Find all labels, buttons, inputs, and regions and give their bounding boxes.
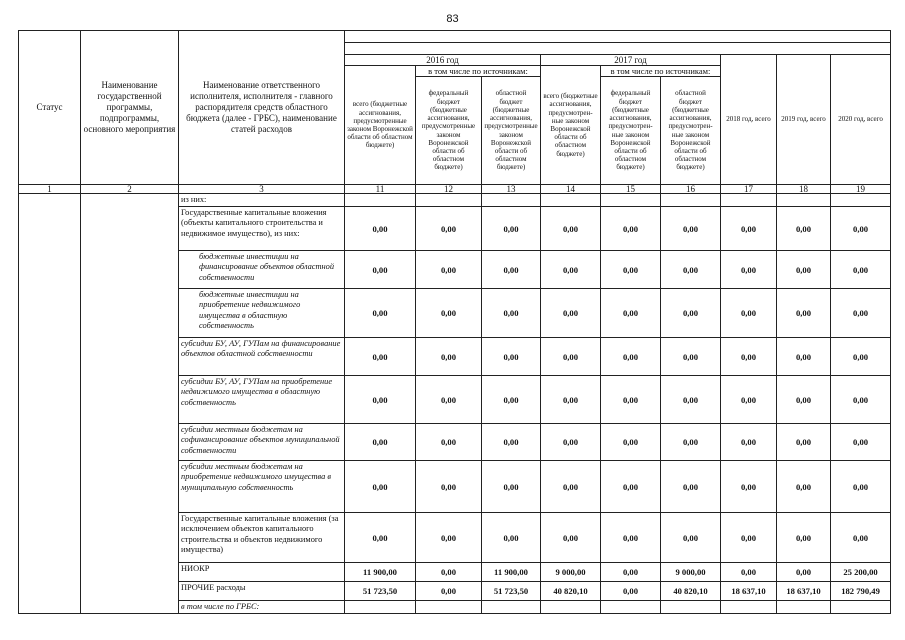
row-label: Государственные капитальные вложения (объекты капитального строительства и недвижимое имущество), из них: — [179, 207, 345, 251]
value-cell: 0,00 — [345, 338, 416, 376]
value-cell: 0,00 — [661, 376, 721, 424]
header-2020: 2020 год, всего — [831, 55, 891, 185]
header-2018: 2018 год, всего — [721, 55, 777, 185]
value-cell: 0,00 — [482, 207, 541, 251]
value-cell: 0,00 — [416, 251, 482, 289]
row-label: НИОКР — [179, 563, 345, 582]
value-cell: 0,00 — [661, 338, 721, 376]
value-cell: 0,00 — [482, 424, 541, 461]
value-cell — [831, 194, 891, 207]
value-cell: 0,00 — [601, 251, 661, 289]
value-cell: 11 900,00 — [345, 563, 416, 582]
value-cell: 51 723,50 — [482, 582, 541, 601]
table-row — [19, 194, 891, 207]
value-cell: 0,00 — [831, 376, 891, 424]
value-cell: 0,00 — [777, 513, 831, 563]
value-cell: 18 637,10 — [721, 582, 777, 601]
value-cell: 0,00 — [541, 424, 601, 461]
value-cell: 0,00 — [721, 563, 777, 582]
value-cell: 0,00 — [831, 424, 891, 461]
header-regional-2016: областной бюджет (бюджетные ассигнования, предусмотренные законом Воронежской области об областном бюджете) — [482, 77, 541, 185]
value-cell: 0,00 — [416, 582, 482, 601]
column-number: 2 — [81, 185, 179, 194]
value-cell: 0,00 — [416, 424, 482, 461]
value-cell: 40 820,10 — [541, 582, 601, 601]
value-cell: 0,00 — [416, 563, 482, 582]
header-federal-2016: федеральный бюджет (бюджетные ассигнования, предусмотренные законом Воронежской области об областном бюджете) — [416, 77, 482, 185]
value-cell: 0,00 — [721, 461, 777, 513]
value-cell — [482, 194, 541, 207]
column-number: 3 — [179, 185, 345, 194]
value-cell — [661, 194, 721, 207]
value-cell: 0,00 — [661, 251, 721, 289]
value-cell — [345, 601, 416, 614]
value-cell: 0,00 — [777, 338, 831, 376]
value-cell: 9 000,00 — [661, 563, 721, 582]
value-cell: 0,00 — [601, 289, 661, 338]
value-cell: 0,00 — [601, 582, 661, 601]
header-sources-2016: в том числе по источникам: — [416, 66, 541, 77]
value-cell: 0,00 — [721, 513, 777, 563]
header-total-2017: всего (бюджетные ассигнования, предусмотрен-ные законом Воронежской области об областном бюджете) — [541, 66, 601, 185]
budget-table — [18, 30, 891, 614]
value-cell — [416, 194, 482, 207]
value-cell — [416, 601, 482, 614]
value-cell: 0,00 — [345, 376, 416, 424]
value-cell: 0,00 — [345, 513, 416, 563]
row-label: Государственные капитальные вложения (за исключением объектов капитального строительства и объектов недвижимого имущества) — [179, 513, 345, 563]
value-cell — [777, 194, 831, 207]
value-cell: 0,00 — [601, 513, 661, 563]
column-number: 16 — [661, 185, 721, 194]
value-cell: 0,00 — [777, 289, 831, 338]
value-cell: 11 900,00 — [482, 563, 541, 582]
row-label: субсидии БУ, АУ, ГУПам на финансирование объектов областной собственности — [179, 338, 345, 376]
value-cell: 0,00 — [721, 289, 777, 338]
column-number: 18 — [777, 185, 831, 194]
row-label: бюджетные инвестиции на финансирование объектов областной собственности — [179, 251, 345, 289]
value-cell: 9 000,00 — [541, 563, 601, 582]
column-number-row — [19, 185, 891, 194]
value-cell: 0,00 — [777, 207, 831, 251]
header-year-2017: 2017 год — [541, 55, 721, 66]
value-cell: 0,00 — [721, 251, 777, 289]
value-cell: 51 723,50 — [345, 582, 416, 601]
value-cell: 0,00 — [661, 461, 721, 513]
row-label: из них: — [179, 194, 345, 207]
value-cell: 0,00 — [541, 289, 601, 338]
row-label: субсидии БУ, АУ, ГУПам на приобретение недвижимого имущества в областную собственность — [179, 376, 345, 424]
column-number: 17 — [721, 185, 777, 194]
value-cell: 0,00 — [721, 376, 777, 424]
header-blank-strip-2 — [345, 43, 891, 55]
value-cell: 0,00 — [777, 563, 831, 582]
column-number: 11 — [345, 185, 416, 194]
value-cell: 0,00 — [541, 461, 601, 513]
value-cell — [601, 194, 661, 207]
status-cell — [19, 194, 81, 614]
column-number: 13 — [482, 185, 541, 194]
value-cell: 0,00 — [416, 513, 482, 563]
value-cell: 0,00 — [345, 207, 416, 251]
value-cell: 0,00 — [416, 338, 482, 376]
header-2019: 2019 год, всего — [777, 55, 831, 185]
value-cell — [601, 601, 661, 614]
value-cell: 0,00 — [541, 338, 601, 376]
value-cell: 0,00 — [541, 376, 601, 424]
value-cell — [661, 601, 721, 614]
value-cell: 0,00 — [482, 461, 541, 513]
value-cell: 0,00 — [721, 338, 777, 376]
value-cell: 18 637,10 — [777, 582, 831, 601]
header-executor: Наименование ответственного исполнителя, исполнителя - главного распорядителя средств областного бюджета (далее - ГРБС), наименование статей расходов — [179, 31, 345, 185]
value-cell: 0,00 — [345, 461, 416, 513]
value-cell — [541, 194, 601, 207]
value-cell: 0,00 — [777, 376, 831, 424]
value-cell: 0,00 — [482, 251, 541, 289]
value-cell: 0,00 — [416, 207, 482, 251]
value-cell — [345, 194, 416, 207]
value-cell: 0,00 — [831, 513, 891, 563]
value-cell: 0,00 — [482, 338, 541, 376]
value-cell: 0,00 — [482, 513, 541, 563]
value-cell — [541, 601, 601, 614]
value-cell: 0,00 — [661, 207, 721, 251]
value-cell: 0,00 — [777, 251, 831, 289]
value-cell: 40 820,10 — [661, 582, 721, 601]
value-cell: 0,00 — [601, 207, 661, 251]
value-cell: 0,00 — [601, 424, 661, 461]
header-regional-2017: областной бюджет (бюджетные ассигнования, предусмотрен-ные законом Воронежской области об областном бюджете) — [661, 77, 721, 185]
value-cell: 0,00 — [541, 513, 601, 563]
value-cell: 0,00 — [601, 338, 661, 376]
value-cell: 0,00 — [777, 424, 831, 461]
value-cell: 0,00 — [831, 289, 891, 338]
value-cell: 182 790,49 — [831, 582, 891, 601]
value-cell: 0,00 — [721, 424, 777, 461]
value-cell: 0,00 — [661, 513, 721, 563]
header-year-2016: 2016 год — [345, 55, 541, 66]
header-program: Наименование государственной программы, подпрограммы, основного мероприятия — [81, 31, 179, 185]
row-label: субсидии местным бюджетам на приобретение недвижимого имущества в муниципальную собственность — [179, 461, 345, 513]
value-cell: 0,00 — [721, 207, 777, 251]
value-cell: 0,00 — [601, 563, 661, 582]
column-number: 15 — [601, 185, 661, 194]
value-cell: 0,00 — [831, 338, 891, 376]
header-status: Статус — [19, 31, 81, 185]
value-cell: 0,00 — [345, 289, 416, 338]
value-cell: 0,00 — [777, 461, 831, 513]
header-total-2016: всего (бюджетные ассигнования, предусмотренные законом Воронежской области об областном бюджете) — [345, 66, 416, 185]
value-cell: 0,00 — [482, 289, 541, 338]
value-cell: 0,00 — [661, 424, 721, 461]
value-cell: 0,00 — [416, 376, 482, 424]
value-cell — [721, 194, 777, 207]
value-cell: 0,00 — [601, 461, 661, 513]
column-number: 12 — [416, 185, 482, 194]
row-label: ПРОЧИЕ расходы — [179, 582, 345, 601]
value-cell: 0,00 — [601, 376, 661, 424]
column-number: 1 — [19, 185, 81, 194]
value-cell: 25 200,00 — [831, 563, 891, 582]
table-body — [19, 194, 891, 614]
value-cell — [482, 601, 541, 614]
value-cell: 0,00 — [831, 251, 891, 289]
value-cell: 0,00 — [482, 376, 541, 424]
value-cell — [831, 601, 891, 614]
program-cell — [81, 194, 179, 614]
page-number: 83 — [446, 13, 459, 25]
column-number: 14 — [541, 185, 601, 194]
value-cell: 0,00 — [345, 251, 416, 289]
row-label: бюджетные инвестиции на приобретение недвижимого имущества в областную собственность — [179, 289, 345, 338]
column-number: 19 — [831, 185, 891, 194]
value-cell: 0,00 — [416, 461, 482, 513]
value-cell — [777, 601, 831, 614]
value-cell: 0,00 — [345, 424, 416, 461]
value-cell: 0,00 — [661, 289, 721, 338]
value-cell: 0,00 — [831, 461, 891, 513]
value-cell: 0,00 — [831, 207, 891, 251]
row-label: субсидии местным бюджетам на софинансирование объектов муниципальной собственности — [179, 424, 345, 461]
header-blank-strip — [345, 31, 891, 43]
header-sources-2017: в том числе по источникам: — [601, 66, 721, 77]
row-label: в том числе по ГРБС: — [179, 601, 345, 614]
value-cell: 0,00 — [541, 207, 601, 251]
value-cell: 0,00 — [416, 289, 482, 338]
value-cell: 0,00 — [541, 251, 601, 289]
header-federal-2017: федеральный бюджет (бюджетные ассигнования, предусмотрен-ные законом Воронежской области об областном бюджете) — [601, 77, 661, 185]
value-cell — [721, 601, 777, 614]
